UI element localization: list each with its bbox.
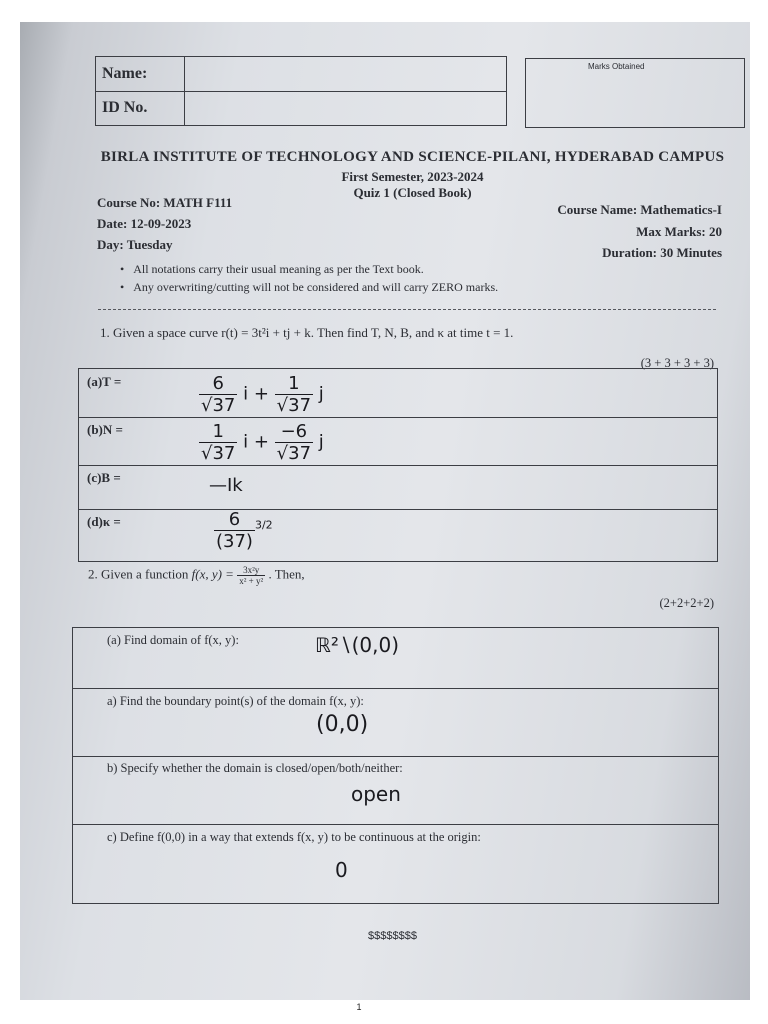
id-row: [96, 91, 506, 125]
answer-row-d: [79, 509, 717, 561]
quiz-title: Quiz 1 (Closed Book): [353, 185, 472, 200]
exam-date: Date: 12-09-2023: [97, 216, 192, 231]
course-no: Course No: MATH F111: [97, 195, 233, 210]
exam-day: Day: Tuesday: [97, 237, 173, 252]
marks-obtained-label: Marks Obtained: [588, 62, 645, 71]
question-1-answer-table: [78, 368, 718, 562]
answer-row-c: [79, 465, 717, 510]
q2-row-boundary: [73, 688, 718, 757]
instructions-list: [120, 262, 498, 298]
max-marks: Max Marks: 20: [636, 224, 722, 239]
answer-row-a: [79, 369, 717, 418]
q2-prompt-open-closed: b) Specify whether the domain is closed/open/both/neither:: [107, 761, 403, 775]
name-label: Name:: [102, 65, 148, 82]
answer-c: —Ik: [209, 475, 243, 496]
instruction-item: • All notations carry their usual meaning as per the Text book.: [120, 262, 424, 276]
q2-answer-open-closed: open: [351, 782, 401, 806]
answer-d: $\frac{6}{(37)}$ $^{3/2}$: [216, 509, 273, 552]
answer-row-b: [79, 417, 717, 466]
question-1-text: 1. Given a space curve r(t) = 3t²i + tj + k. Then find T, N, B, and κ at time t = 1.: [100, 325, 514, 340]
marks-obtained-box: [525, 58, 745, 128]
name-id-box: [95, 56, 507, 126]
row-label-a: (a)T =: [87, 374, 122, 389]
question-2-text: 2. Given a function f(x, y) = $\frac{\text{3x²y}}{\text{x² + y²}}$ . Then,: [88, 565, 305, 586]
q2-prompt-continuity: c) Define f(0,0) in a way that extends f(x, y) to be continuous at the origin:: [107, 830, 481, 844]
duration: Duration: 30 Minutes: [602, 245, 722, 260]
separator-rule: [98, 309, 716, 310]
q2-answer-domain: ℝ²∖(0,0): [315, 633, 400, 657]
row-label-c: (c)B =: [87, 470, 121, 485]
answer-a: $\frac{6}{√37}$ i + $\frac{1}{√37}$ j: [201, 373, 324, 416]
question-2-answer-table: [72, 627, 719, 904]
q2-prompt-boundary: a) Find the boundary point(s) of the domain f(x, y):: [107, 694, 364, 708]
exam-paper-photo: [20, 22, 750, 1000]
institute-title: BIRLA INSTITUTE OF TECHNOLOGY AND SCIENCE-PILANI, HYDERABAD CAMPUS: [100, 149, 725, 165]
question-2-marks: (2+2+2+2): [659, 596, 714, 610]
name-row: [96, 57, 506, 92]
instruction-item: • Any overwriting/cutting will not be considered and will carry ZERO marks.: [120, 280, 499, 294]
question-1-marks: (3 + 3 + 3 + 3): [640, 356, 714, 370]
course-name: Course Name: Mathematics-I: [557, 202, 722, 217]
q2-answer-boundary: (0,0): [316, 712, 369, 737]
q2-row-continuity: [73, 824, 718, 903]
end-marker: $$$$$$$$: [368, 930, 417, 942]
page-number: 1: [356, 1002, 362, 1012]
row-label-b: (b)N =: [87, 422, 123, 437]
semester-title: First Semester, 2023-2024: [341, 169, 484, 184]
q2-row-open-closed: [73, 756, 718, 825]
answer-b: $\frac{1}{√37}$ i + $\frac{-6}{√37}$ j: [201, 421, 324, 464]
row-label-d: (d)κ =: [87, 514, 121, 529]
q2-prompt-domain: (a) Find domain of f(x, y):: [107, 633, 239, 647]
id-label: ID No.: [102, 99, 148, 116]
q2-row-domain: [73, 628, 718, 689]
q2-answer-continuity: 0: [335, 858, 348, 882]
